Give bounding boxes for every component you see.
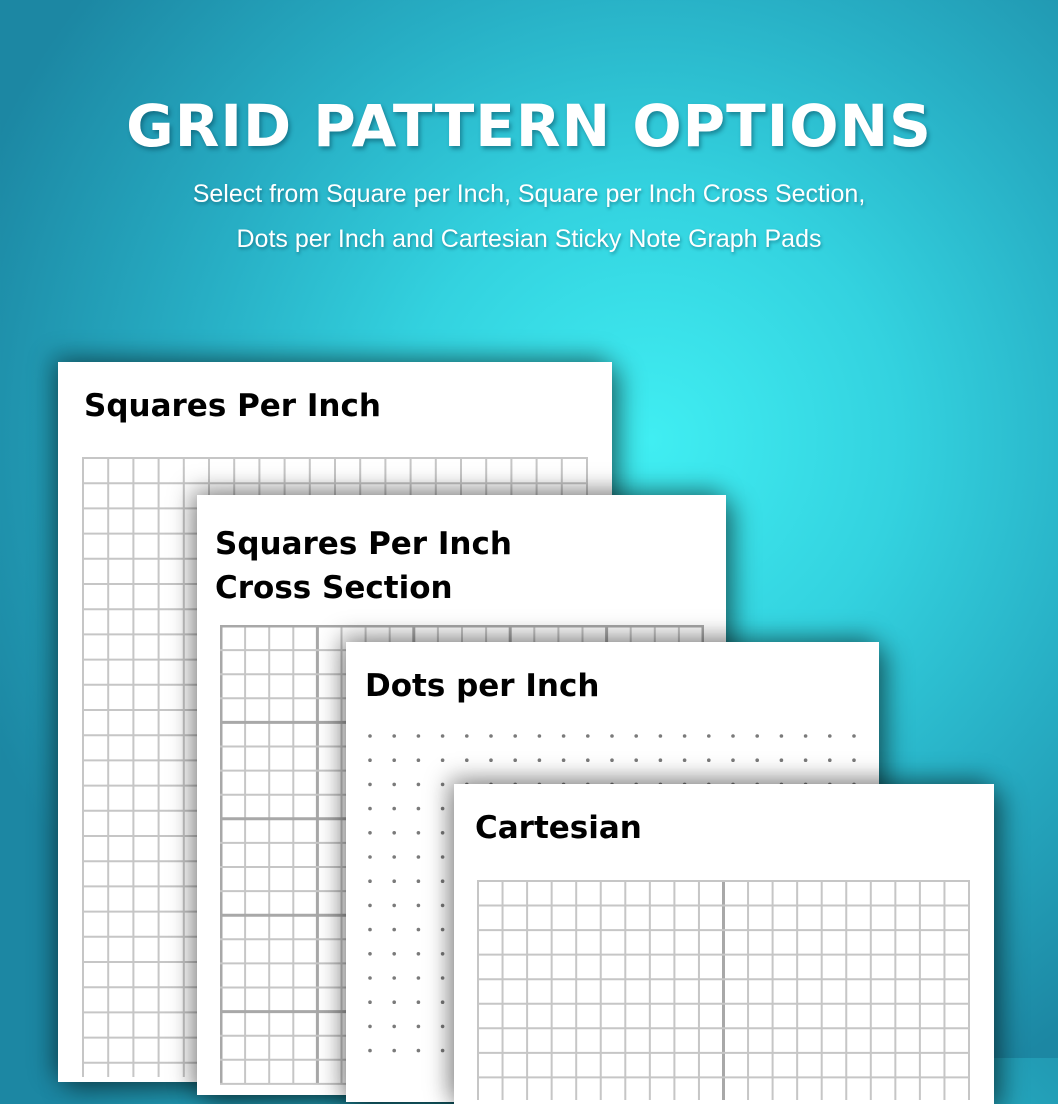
card-title-line-1: Squares Per Inch [215, 526, 512, 562]
card-title: Dots per Inch [365, 668, 600, 704]
card-title: Squares Per Inch [84, 388, 381, 424]
page-title: GRID PATTERN OPTIONS [126, 92, 932, 160]
cartesian-grid [477, 880, 971, 1100]
card-cartesian [454, 784, 994, 1104]
card-title: Cartesian [475, 810, 642, 846]
subtitle-line-2: Dots per Inch and Cartesian Sticky Note Graph Pads [236, 225, 822, 253]
card-title-line-2: Cross Section [215, 570, 453, 606]
subtitle-line-1: Select from Square per Inch, Square per Inch Cross Section, [192, 180, 866, 208]
